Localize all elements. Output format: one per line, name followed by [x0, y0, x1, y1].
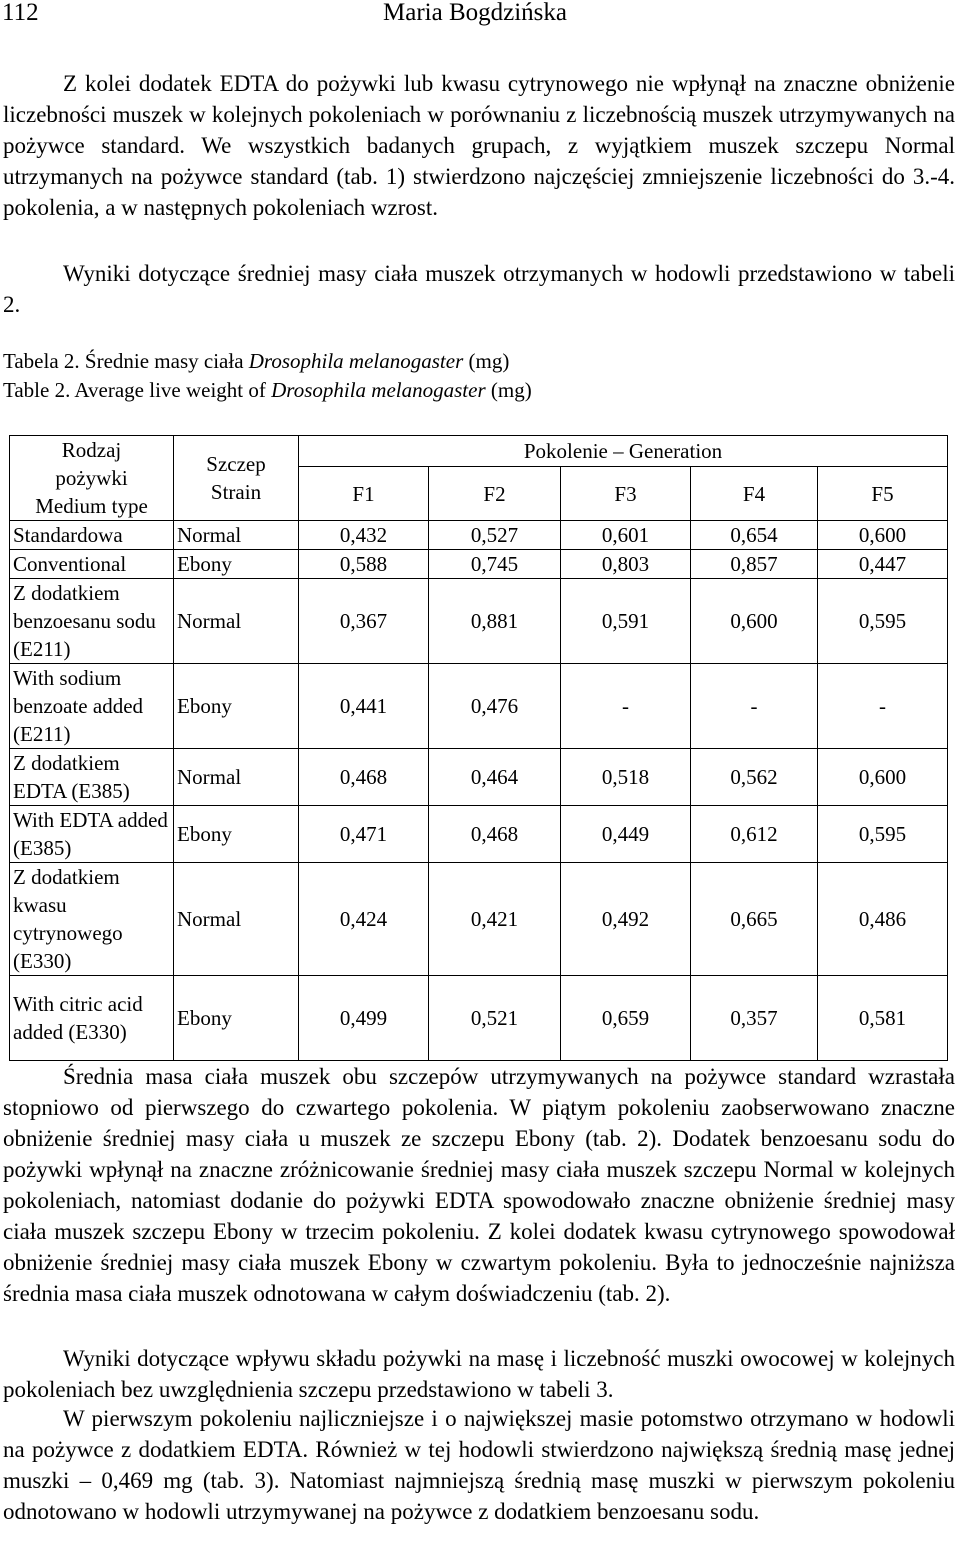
caption-en-species: Drosophila melanogaster	[271, 378, 486, 402]
row-value: 0,745	[429, 550, 561, 579]
caption-en-text: Table 2. Average live weight of	[3, 378, 272, 402]
row-value: 0,357	[691, 976, 818, 1061]
row-value: 0,612	[691, 806, 818, 863]
row-value: 0,601	[561, 521, 691, 550]
row-medium: Z dodatkiem EDTA (E385)	[10, 749, 174, 806]
row-value: 0,421	[429, 863, 561, 976]
row-value: 0,486	[818, 863, 948, 976]
header-f2: F2	[429, 467, 561, 521]
header-f1: F1	[299, 467, 429, 521]
row-medium: With EDTA added (E385)	[10, 806, 174, 863]
row-value: -	[818, 664, 948, 749]
row-value: 0,581	[818, 976, 948, 1061]
row-value: 0,441	[299, 664, 429, 749]
caption-pl-text: Tabela 2. Średnie masy ciała	[3, 349, 249, 373]
table-caption-pl	[3, 349, 509, 374]
row-value: 0,600	[818, 521, 948, 550]
row-value: 0,468	[429, 806, 561, 863]
table-caption-en	[3, 378, 532, 403]
row-value: -	[561, 664, 691, 749]
caption-en-unit: (mg)	[485, 378, 532, 402]
row-value: 0,449	[561, 806, 691, 863]
header-medium-l1: Rodzaj	[61, 438, 122, 462]
header-medium-l2: pożywki	[55, 466, 128, 490]
row-strain: Normal	[174, 749, 299, 806]
paragraph-table3-ref: Wyniki dotyczące wpływu składu pożywki na masę i liczebność muszki owocowej w kolejnych pokoleniach bez uwzględnienia szczepu przedstawiono w tabeli 3.	[3, 1346, 955, 1402]
row-value: 0,600	[818, 749, 948, 806]
row-value: 0,367	[299, 579, 429, 664]
row-strain: Ebony	[174, 550, 299, 579]
row-medium: Standardowa	[10, 521, 174, 550]
row-value: 0,492	[561, 863, 691, 976]
weight-table	[9, 435, 948, 1061]
header-strain	[174, 436, 299, 521]
running-author: Maria Bogdzińska	[383, 0, 567, 26]
row-value: 0,665	[691, 863, 818, 976]
row-strain: Ebony	[174, 664, 299, 749]
running-header	[0, 0, 960, 30]
table-row	[10, 521, 948, 550]
row-value: 0,595	[818, 579, 948, 664]
row-value: 0,562	[691, 749, 818, 806]
header-strain-l1: Szczep	[206, 452, 266, 476]
page-number: 112	[2, 0, 39, 26]
row-value: -	[691, 664, 818, 749]
row-medium: Z dodatkiem kwasu cytrynowego (E330)	[10, 863, 174, 976]
paragraph-table-ref: Wyniki dotyczące średniej masy ciała muszek otrzymanych w hodowli przedstawiono w tabeli 2.	[3, 261, 955, 317]
row-medium: With citric acid added (E330)	[10, 976, 174, 1061]
row-medium: Conventional	[10, 550, 174, 579]
row-value: 0,471	[299, 806, 429, 863]
row-value: 0,521	[429, 976, 561, 1061]
row-value: 0,591	[561, 579, 691, 664]
row-strain: Ebony	[174, 976, 299, 1061]
row-value: 0,447	[818, 550, 948, 579]
header-f4: F4	[691, 467, 818, 521]
table-row	[10, 806, 948, 863]
row-value: 0,464	[429, 749, 561, 806]
row-value: 0,476	[429, 664, 561, 749]
row-strain: Normal	[174, 579, 299, 664]
row-value: 0,600	[691, 579, 818, 664]
row-value: 0,527	[429, 521, 561, 550]
row-value: 0,595	[818, 806, 948, 863]
row-value: 0,588	[299, 550, 429, 579]
row-value: 0,499	[299, 976, 429, 1061]
table-row	[10, 550, 948, 579]
row-value: 0,857	[691, 550, 818, 579]
table-row	[10, 749, 948, 806]
row-strain: Ebony	[174, 806, 299, 863]
header-f5: F5	[818, 467, 948, 521]
row-value: 0,654	[691, 521, 818, 550]
row-medium: With sodium benzoate added (E211)	[10, 664, 174, 749]
table-row	[10, 664, 948, 749]
paragraph-first-generation: W pierwszym pokoleniu najliczniejsze i o największej masie potomstwo otrzymano w hodowli na pożywce z dodatkiem EDTA. Również w tej hodowli stwierdzono największą średnią masę jednej muszki – 0,469 mg (tab. 3). Natomiast najmniejszą średnią masę muszki w pierwszym pokoleniu odnotowano w hodowli utrzymywanej na pożywce z dodatkiem benzoesanu sodu.	[3, 1406, 955, 1524]
row-value: 0,468	[299, 749, 429, 806]
row-strain: Normal	[174, 863, 299, 976]
row-value: 0,881	[429, 579, 561, 664]
header-generation: Pokolenie – Generation	[299, 436, 948, 467]
row-strain: Normal	[174, 521, 299, 550]
table-row	[10, 976, 948, 1061]
header-f3: F3	[561, 467, 691, 521]
caption-pl-unit: (mg)	[463, 349, 510, 373]
row-value: 0,424	[299, 863, 429, 976]
row-value: 0,803	[561, 550, 691, 579]
row-value: 0,659	[561, 976, 691, 1061]
table-header-row	[10, 436, 948, 467]
header-medium	[10, 436, 174, 521]
row-medium: Z dodatkiem benzoesanu sodu (E211)	[10, 579, 174, 664]
row-value: 0,518	[561, 749, 691, 806]
paragraph-intro: Z kolei dodatek EDTA do pożywki lub kwasu cytrynowego nie wpłynął na znaczne obniżenie liczebności muszek w kolejnych pokoleniach w porównaniu z liczebnością muszek utrzymywanych na pożywce standard. We wszystkich badanych grupach, z wyjątkiem muszek szczepu Normal utrzymanych na pożywce standard (tab. 1) stwierdzono najczęściej zmniejszenie liczebności do 3.-4. pokolenia, a w następnych pokoleniach wzrost.	[3, 71, 955, 220]
header-strain-l2: Strain	[210, 480, 262, 504]
table-row	[10, 863, 948, 976]
paragraph-results-mass: Średnia masa ciała muszek obu szczepów utrzymywanych na pożywce standard wzrastała stopniowo od pierwszego do czwartego pokolenia. W piątym pokoleniu zaobserwowano znaczne obniżenie średniej masy ciała u muszek ze szczepu Ebony (tab. 2). Dodatek benzoesanu sodu do pożywki wpłynął na znaczne zróżnicowanie średniej masy ciała muszek szczepu Normal w kolejnych pokoleniach, natomiast dodanie do pożywki EDTA spowodowało znaczne obniżenie średniej masy ciała muszek szczepu Ebony w trzecim pokoleniu. Z kolei dodatek kwasu cytrynowego spowodował obniżenie średniej masy ciała muszek Ebony w czwartym pokoleniu. Była to jednocześnie najniższa średnia masa ciała muszek odnotowana w całym doświadczeniu (tab. 2).	[3, 1064, 955, 1306]
table-row	[10, 579, 948, 664]
caption-pl-species: Drosophila melanogaster	[248, 349, 464, 373]
row-value: 0,432	[299, 521, 429, 550]
header-medium-l3: Medium type	[35, 494, 148, 518]
